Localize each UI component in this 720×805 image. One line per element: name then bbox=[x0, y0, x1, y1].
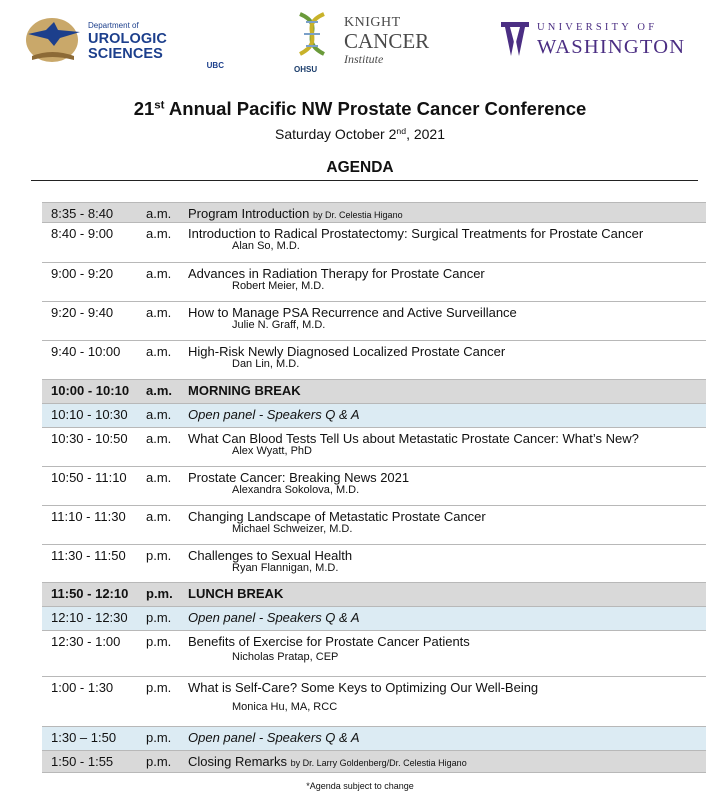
session-presenter-inline: by Dr. Celestia Higano bbox=[313, 210, 403, 220]
session-time: 10:30 - 10:50 bbox=[51, 431, 128, 446]
ubc-department-name: UROLOGIC SCIENCES bbox=[88, 31, 167, 62]
session-topic: Challenges to Sexual Health bbox=[188, 548, 353, 563]
agenda-row bbox=[42, 341, 706, 380]
session-speaker: Robert Meier, M.D. bbox=[232, 280, 325, 292]
session-time: 9:20 - 9:40 bbox=[51, 305, 114, 320]
title-ordinal-number: 21 bbox=[133, 98, 155, 119]
session-speaker: Alan So, M.D. bbox=[232, 240, 300, 252]
session-speaker: Monica Hu, MA, RCC bbox=[232, 701, 338, 713]
date-text: Saturday October 2 bbox=[275, 126, 397, 142]
agenda-row bbox=[42, 202, 706, 223]
session-topic-cell bbox=[188, 470, 409, 485]
session-topic-cell bbox=[188, 730, 360, 745]
conference-date bbox=[0, 126, 720, 142]
session-time: 8:35 - 8:40 bbox=[51, 206, 114, 221]
session-time: 10:10 - 10:30 bbox=[51, 407, 128, 422]
session-topic: Introduction to Radical Prostatectomy: Surgical Treatments for Prostate Cancer bbox=[188, 226, 644, 241]
agenda-heading: AGENDA bbox=[326, 159, 394, 176]
session-ampm: a.m. bbox=[146, 470, 172, 485]
session-topic-cell bbox=[188, 509, 486, 524]
session-time: 8:40 - 9:00 bbox=[51, 226, 114, 241]
session-topic-cell bbox=[188, 206, 403, 221]
agenda-footnote: *Agenda subject to change bbox=[306, 781, 414, 791]
agenda-row bbox=[42, 506, 706, 545]
agenda-row bbox=[42, 727, 706, 751]
ubc-abbreviation: UBC bbox=[206, 61, 224, 70]
session-ampm: p.m. bbox=[146, 680, 172, 695]
uw-university-of-label: UNIVERSITY OF bbox=[537, 22, 658, 33]
session-ampm: a.m. bbox=[146, 431, 172, 446]
conference-title bbox=[0, 98, 720, 120]
session-topic: Prostate Cancer: Breaking News 2021 bbox=[188, 470, 410, 485]
date-ordinal-suffix: nd bbox=[396, 126, 407, 137]
session-topic: Changing Landscape of Metastatic Prostate Cancer bbox=[188, 509, 486, 524]
session-ampm: p.m. bbox=[146, 610, 172, 625]
agenda-row bbox=[42, 380, 706, 404]
session-speaker: Michael Schweizer, M.D. bbox=[232, 523, 353, 535]
session-topic: Benefits of Exercise for Prostate Cancer Patients bbox=[188, 634, 470, 649]
session-topic: What is Self-Care? Some Keys to Optimizing Our Well-Being bbox=[188, 680, 539, 695]
session-topic-cell bbox=[188, 610, 360, 625]
knight-cancer-institute-logo bbox=[292, 10, 442, 76]
session-time: 11:10 - 11:30 bbox=[51, 509, 126, 524]
session-speaker: Alexandra Sokolova, M.D. bbox=[232, 484, 360, 496]
session-presenter-inline: by Dr. Larry Goldenberg/Dr. Celestia Higano bbox=[290, 758, 467, 768]
agenda-row bbox=[42, 223, 706, 263]
uw-trident-w-icon bbox=[500, 20, 530, 58]
session-time: 10:50 - 11:10 bbox=[51, 470, 127, 485]
session-ampm: a.m. bbox=[146, 344, 172, 359]
agenda-row bbox=[42, 428, 706, 467]
session-speaker: Julie N. Graff, M.D. bbox=[232, 319, 326, 331]
session-topic-cell bbox=[188, 586, 283, 601]
session-topic: High-Risk Newly Diagnosed Localized Prostate Cancer bbox=[188, 344, 506, 359]
session-ampm: p.m. bbox=[146, 548, 172, 563]
session-ampm: p.m. bbox=[146, 754, 172, 769]
agenda-row bbox=[42, 631, 706, 677]
session-topic-cell bbox=[188, 383, 301, 398]
session-ampm: a.m. bbox=[146, 383, 173, 398]
ubc-department-label: Department of bbox=[88, 21, 139, 30]
session-topic-cell bbox=[188, 407, 360, 422]
knight-label: KNIGHT bbox=[344, 15, 401, 30]
agenda-row bbox=[42, 302, 706, 341]
session-ampm: a.m. bbox=[146, 509, 172, 524]
session-topic-cell bbox=[188, 226, 643, 241]
session-topic: Open panel - Speakers Q & A bbox=[188, 730, 360, 745]
session-ampm: p.m. bbox=[146, 730, 172, 745]
header-divider bbox=[31, 180, 698, 181]
agenda-row bbox=[42, 545, 706, 583]
session-time: 12:10 - 12:30 bbox=[51, 610, 128, 625]
agenda-row bbox=[42, 467, 706, 506]
session-time: 10:00 - 10:10 bbox=[51, 383, 130, 398]
session-topic: Program Introduction bbox=[188, 206, 310, 221]
title-text: Annual Pacific NW Prostate Cancer Conference bbox=[164, 98, 587, 119]
agenda-row bbox=[42, 583, 706, 607]
agenda-row bbox=[42, 263, 706, 302]
session-topic: MORNING BREAK bbox=[188, 383, 301, 398]
ubc-urologic-sciences-logo bbox=[24, 12, 224, 70]
session-ampm: a.m. bbox=[146, 266, 172, 281]
session-topic: What Can Blood Tests Tell Us about Metastatic Prostate Cancer: What’s New? bbox=[188, 431, 639, 446]
date-year: , 2021 bbox=[406, 126, 445, 142]
session-time: 11:30 - 11:50 bbox=[51, 548, 126, 563]
session-topic-cell bbox=[188, 634, 470, 649]
agenda-row bbox=[42, 751, 706, 773]
session-topic-cell bbox=[188, 548, 352, 563]
session-topic: Open panel - Speakers Q & A bbox=[188, 610, 360, 625]
session-ampm: p.m. bbox=[146, 586, 173, 601]
session-time: 1:50 - 1:55 bbox=[51, 754, 114, 769]
session-topic-cell bbox=[188, 344, 505, 359]
session-topic: Closing Remarks bbox=[188, 754, 287, 769]
session-time: 11:50 - 12:10 bbox=[51, 586, 129, 601]
session-topic-cell bbox=[188, 680, 538, 695]
session-speaker: Ryan Flannigan, M.D. bbox=[232, 562, 339, 574]
session-topic-cell bbox=[188, 305, 517, 320]
session-topic-cell bbox=[188, 431, 639, 446]
sponsor-logos bbox=[0, 0, 720, 85]
title-ordinal-suffix: st bbox=[154, 99, 165, 112]
session-speaker: Dan Lin, M.D. bbox=[232, 358, 300, 370]
session-ampm: a.m. bbox=[146, 305, 172, 320]
agenda-row bbox=[42, 404, 706, 428]
session-speaker: Nicholas Pratap, CEP bbox=[232, 651, 339, 663]
session-topic: Advances in Radiation Therapy for Prostate Cancer bbox=[188, 266, 485, 281]
session-topic-cell bbox=[188, 266, 485, 281]
session-time: 1:30 – 1:50 bbox=[51, 730, 117, 745]
session-ampm: p.m. bbox=[146, 634, 172, 649]
session-time: 9:00 - 9:20 bbox=[51, 266, 114, 281]
university-of-washington-logo bbox=[500, 20, 705, 60]
agenda-table bbox=[42, 202, 706, 773]
session-speaker: Alex Wyatt, PhD bbox=[232, 445, 312, 457]
session-ampm: a.m. bbox=[146, 407, 172, 422]
agenda-row bbox=[42, 677, 706, 727]
uw-washington-label: WASHINGTON bbox=[537, 36, 686, 58]
cancer-label: CANCER bbox=[344, 29, 430, 53]
agenda-row bbox=[42, 607, 706, 631]
session-ampm: a.m. bbox=[146, 226, 172, 241]
session-topic: How to Manage PSA Recurrence and Active Surveillance bbox=[188, 305, 517, 320]
session-topic: LUNCH BREAK bbox=[188, 586, 284, 601]
session-ampm: a.m. bbox=[146, 206, 172, 221]
institute-label: Institute bbox=[344, 52, 384, 66]
ohsu-label: OHSU bbox=[294, 65, 318, 74]
dna-helix-icon bbox=[292, 10, 332, 72]
ubc-bird-emblem-icon bbox=[24, 12, 84, 64]
session-time: 9:40 - 10:00 bbox=[51, 344, 121, 359]
session-topic-cell bbox=[188, 754, 467, 769]
session-time: 12:30 - 1:00 bbox=[51, 634, 121, 649]
session-topic: Open panel - Speakers Q & A bbox=[188, 407, 360, 422]
session-time: 1:00 - 1:30 bbox=[51, 680, 114, 695]
